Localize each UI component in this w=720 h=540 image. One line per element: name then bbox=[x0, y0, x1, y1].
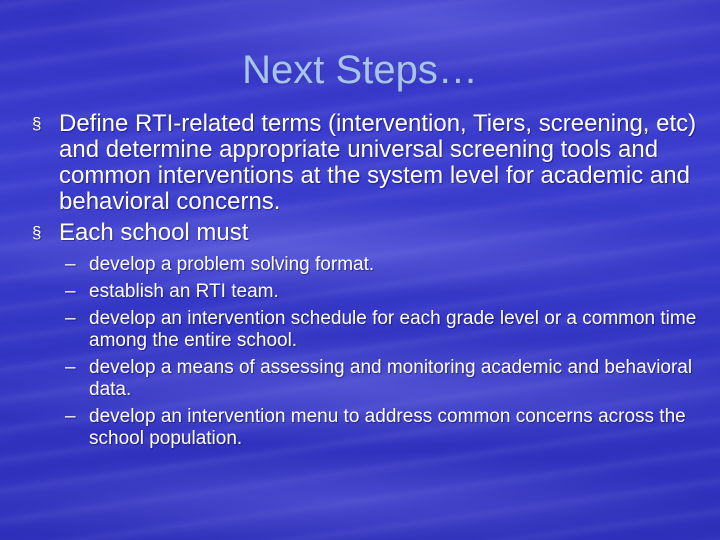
en-dash-bullet-icon: – bbox=[65, 254, 76, 275]
en-dash-bullet-icon: – bbox=[65, 406, 76, 427]
bullet-item-define-terms bbox=[32, 111, 702, 215]
sub-bullet-text: establish an RTI team. bbox=[89, 281, 279, 302]
en-dash-bullet-icon: – bbox=[65, 308, 76, 329]
sub-bullet-item bbox=[32, 308, 702, 352]
en-dash-bullet-icon: – bbox=[65, 281, 76, 302]
bullet-item-each-school bbox=[32, 220, 702, 246]
sub-bullet-text: develop an intervention schedule for each grade level or a common time among the entire school. bbox=[89, 308, 697, 351]
sub-bullet-item bbox=[32, 406, 702, 450]
bullet-text: Define RTI-related terms (intervention, Tiers, screening, etc) and determine appropriate universal screening tools and common interventions at the system level for academic and behavioral concerns. bbox=[59, 110, 697, 215]
slide-title: Next Steps… bbox=[242, 48, 478, 92]
section-sign-bullet-icon: § bbox=[32, 223, 42, 242]
sub-bullet-text: develop a means of assessing and monitoring academic and behavioral data. bbox=[89, 357, 693, 400]
slide-body bbox=[32, 111, 702, 455]
sub-bullet-item bbox=[32, 357, 702, 401]
sub-bullet-list bbox=[32, 254, 702, 450]
bullet-text: Each school must bbox=[59, 219, 249, 246]
sub-bullet-item bbox=[32, 281, 702, 303]
sub-bullet-text: develop an intervention menu to address common concerns across the school population. bbox=[89, 406, 686, 449]
sub-bullet-text: develop a problem solving format. bbox=[89, 254, 375, 275]
section-sign-bullet-icon: § bbox=[32, 114, 42, 133]
en-dash-bullet-icon: – bbox=[65, 357, 76, 378]
sub-bullet-item bbox=[32, 254, 702, 276]
